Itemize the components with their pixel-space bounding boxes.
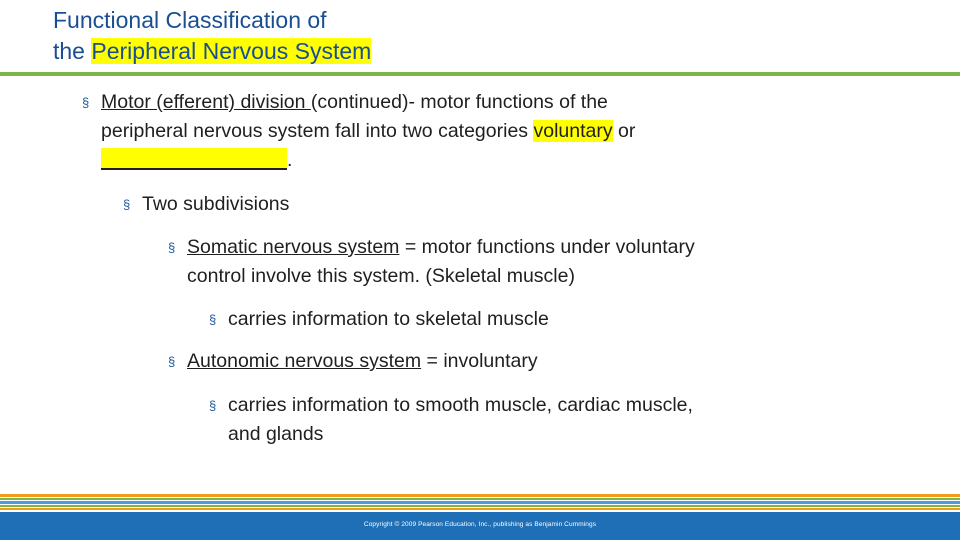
somatic-text-a: = motor functions under voluntary: [399, 236, 695, 258]
autonomic-text: = involuntary: [421, 350, 538, 372]
bullet-motor-division: [82, 88, 821, 175]
motor-division-text-c: or: [612, 120, 636, 142]
voluntary-highlight: voluntary: [533, 120, 613, 142]
skeletal-text: carries information to skeletal muscle: [228, 308, 549, 330]
copyright-text: Copyright © 2009 Pearson Education, Inc., publishing as Benjamin Cummings: [363, 521, 597, 528]
stripe-blue: [0, 501, 960, 504]
bullet-marker: §: [168, 354, 176, 369]
stripe-green-2: [0, 505, 960, 507]
bullet-marker: §: [82, 95, 90, 110]
bullet-marker: §: [209, 398, 217, 413]
autonomic-term: Autonomic nervous system: [187, 350, 422, 372]
motor-division-term: Motor (efferent) division: [101, 91, 311, 113]
slide-title: [53, 5, 371, 67]
stripe-green: [0, 498, 960, 500]
bullet-autonomic: [168, 347, 538, 376]
smooth-cardiac-line2: and glands: [228, 423, 324, 445]
bullet-somatic: [168, 233, 907, 291]
somatic-text-b: control involve this system. (Skeletal muscle): [187, 265, 575, 287]
title-divider: [0, 72, 960, 76]
bullet-smooth-cardiac: [209, 391, 928, 449]
title-line-1: Functional Classification of: [53, 7, 327, 33]
two-subdivisions-text: Two subdivisions: [142, 193, 290, 215]
somatic-term: Somatic nervous system: [187, 236, 400, 258]
motor-division-text-d: .: [287, 149, 293, 171]
bullet-marker: §: [123, 197, 131, 212]
bullet-skeletal: [209, 305, 549, 334]
motor-division-text-a: (continued)- motor functions of the: [310, 91, 608, 113]
bullet-marker: §: [168, 240, 176, 255]
bullet-marker: §: [209, 312, 217, 327]
fill-in-blank: [101, 148, 287, 170]
stripe-orange: [0, 494, 960, 497]
smooth-cardiac-line1: carries information to smooth muscle, cardiac muscle,: [228, 394, 693, 416]
title-line-2: [53, 36, 371, 67]
motor-division-text-b: peripheral nervous system fall into two categories: [101, 120, 534, 142]
stripe-orange-2: [0, 508, 960, 510]
bullet-two-subdivisions: [123, 190, 290, 219]
title-prefix: the: [53, 38, 92, 64]
title-highlight: Peripheral Nervous System: [91, 38, 372, 64]
